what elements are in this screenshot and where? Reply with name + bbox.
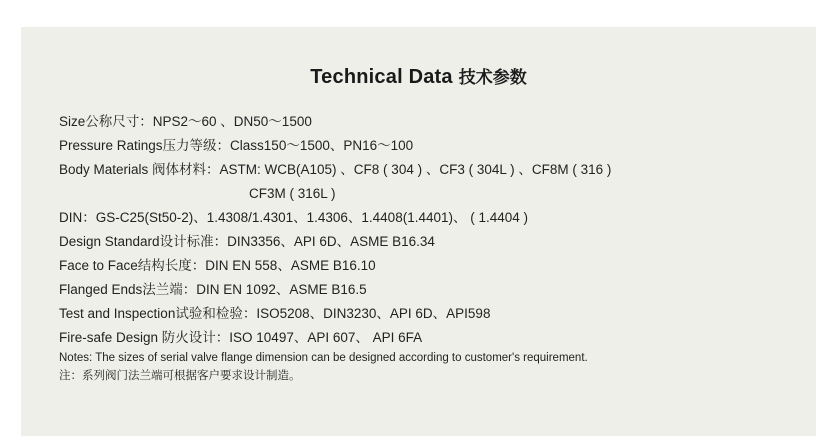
title-chinese: 技术参数 xyxy=(458,68,527,88)
spec-body-materials-continued: CF3M ( 316L ) xyxy=(249,186,336,201)
spec-body-materials: Body Materials 阀体材料：ASTM: WCB(A105) 、CF8 ( 304 ) 、CF3 ( 304L ) 、CF8M ( 316 ) xyxy=(59,162,612,177)
spec-test-inspection: Test and Inspection试验和检验：ISO5208、DIN3230、API 6D、API598 xyxy=(59,306,491,321)
spec-face-to-face: Face to Face结构长度：DIN EN 558、ASME B16.10 xyxy=(59,258,376,273)
technical-data-panel xyxy=(21,27,816,436)
spec-fire-safe-design: Fire-safe Design 防火设计：ISO 10497、API 607、 API 6FA xyxy=(59,330,423,345)
spec-pressure-ratings: Pressure Ratings压力等级：Class150～1500、PN16～100 xyxy=(59,138,414,153)
spec-flanged-ends: Flanged Ends法兰端：DIN EN 1092、ASME B16.5 xyxy=(59,282,367,297)
spec-list xyxy=(59,110,809,350)
notes xyxy=(59,349,809,385)
title-english: Technical Data xyxy=(310,66,453,88)
notes-english: Notes: The sizes of serial valve flange dimension can be designed according to customer's requirement. xyxy=(59,352,588,364)
notes-chinese: 注：系列阀门法兰端可根据客户要求设计制造。 xyxy=(59,370,301,382)
page-title xyxy=(21,63,816,89)
spec-din-materials: DIN：GS-C25(St50-2)、1.4308/1.4301、1.4306、1.4408(1.4401)、 ( 1.4404 ) xyxy=(59,210,529,225)
spec-size: Size公称尺寸：NPS2～60 、DN50～1500 xyxy=(59,114,312,129)
spec-design-standard: Design Standard设计标准：DIN3356、API 6D、ASME B16.34 xyxy=(59,234,435,249)
